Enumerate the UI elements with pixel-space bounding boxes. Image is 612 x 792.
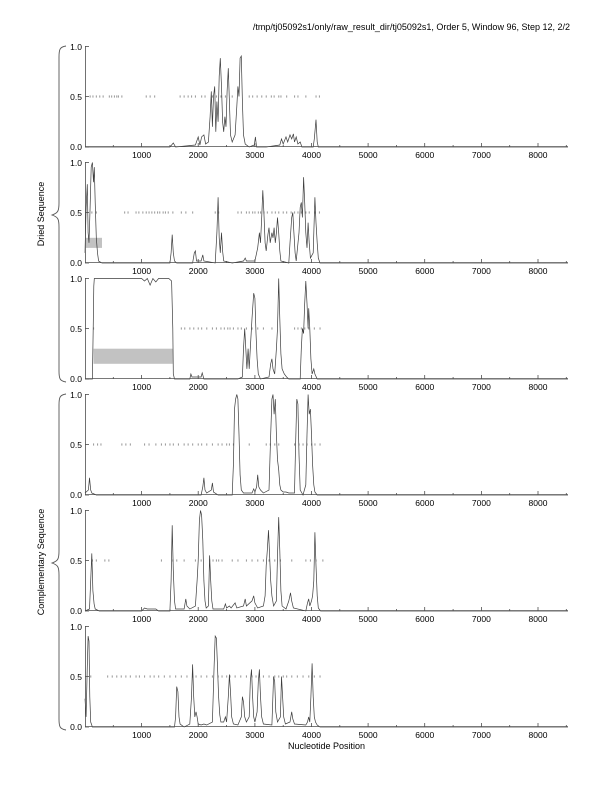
y-tick-label: 0.5 xyxy=(70,439,82,450)
mid-marker xyxy=(125,675,126,677)
y-tick-label: 0.5 xyxy=(70,671,82,682)
mid-marker xyxy=(150,95,151,97)
mid-marker xyxy=(169,443,170,445)
mid-marker xyxy=(93,443,94,445)
y-tick-label: 0.0 xyxy=(70,606,82,616)
mid-marker xyxy=(240,675,241,677)
mid-marker xyxy=(107,675,108,677)
mid-marker xyxy=(294,211,295,213)
mid-marker xyxy=(149,443,150,445)
mid-marker xyxy=(163,211,164,213)
x-tick-label: 3000 xyxy=(245,382,265,392)
mid-marker xyxy=(168,211,169,213)
mid-marker xyxy=(274,95,275,97)
mid-marker xyxy=(316,95,317,97)
signal-line xyxy=(85,395,568,496)
x-tick-label: 1000 xyxy=(132,498,152,508)
mid-marker xyxy=(136,675,137,677)
mid-marker xyxy=(138,211,139,213)
x-tick-label: 4000 xyxy=(302,150,321,160)
mid-marker xyxy=(256,675,257,677)
mid-marker xyxy=(263,675,264,677)
mid-marker xyxy=(294,327,295,329)
mid-marker xyxy=(99,95,100,97)
mid-marker xyxy=(181,675,182,677)
x-tick-label: 8000 xyxy=(528,266,548,276)
mid-marker xyxy=(103,95,104,97)
mid-marker xyxy=(269,559,270,561)
mid-marker xyxy=(192,211,193,213)
mid-marker xyxy=(165,211,166,213)
mid-marker xyxy=(172,211,173,213)
mid-marker xyxy=(267,211,268,213)
mid-marker xyxy=(180,95,181,97)
mid-marker xyxy=(146,211,147,213)
mid-marker xyxy=(212,327,213,329)
x-tick-label: 1000 xyxy=(132,614,152,624)
mid-marker xyxy=(114,95,115,97)
mid-marker xyxy=(235,675,236,677)
mid-marker xyxy=(212,95,213,97)
mid-marker xyxy=(266,95,267,97)
mid-marker xyxy=(181,327,182,329)
mid-marker xyxy=(319,211,320,213)
x-tick-label: 7000 xyxy=(471,614,491,624)
subplot-canvas xyxy=(85,278,568,379)
mid-marker xyxy=(130,675,131,677)
signal-line xyxy=(85,511,568,612)
mid-marker xyxy=(157,211,158,213)
mid-marker xyxy=(305,559,306,561)
mid-marker xyxy=(226,443,227,445)
x-tick-label: 5000 xyxy=(358,382,378,392)
mid-marker xyxy=(125,443,126,445)
x-tick-label: 8000 xyxy=(528,382,548,392)
mid-marker xyxy=(286,211,287,213)
x-tick-label: 5000 xyxy=(358,614,378,624)
mid-marker xyxy=(263,327,264,329)
mid-marker xyxy=(252,559,253,561)
mid-marker xyxy=(278,95,279,97)
mid-marker xyxy=(320,675,321,677)
mid-marker xyxy=(249,443,250,445)
x-tick-label: 6000 xyxy=(415,266,435,276)
x-tick-label: 2000 xyxy=(188,150,208,160)
x-tick-label: 2000 xyxy=(188,730,208,740)
mid-marker xyxy=(212,675,213,677)
mid-marker xyxy=(111,95,112,97)
mid-marker xyxy=(222,675,223,677)
mid-marker xyxy=(275,211,276,213)
subplot-canvas xyxy=(85,162,568,263)
mid-marker xyxy=(278,443,279,445)
mid-marker xyxy=(303,443,304,445)
mid-marker xyxy=(116,675,117,677)
mid-marker xyxy=(314,443,315,445)
mid-marker xyxy=(91,211,92,213)
mid-marker xyxy=(201,95,202,97)
y-tick-label: 1.0 xyxy=(70,273,82,284)
mid-marker xyxy=(320,327,321,329)
mid-marker xyxy=(186,675,187,677)
mid-marker xyxy=(112,675,113,677)
mid-marker xyxy=(158,675,159,677)
mid-marker xyxy=(271,211,272,213)
mid-marker xyxy=(216,559,217,561)
mid-marker xyxy=(246,675,247,677)
mid-marker xyxy=(263,559,264,561)
mid-marker xyxy=(144,443,145,445)
mid-marker xyxy=(283,211,284,213)
mid-marker xyxy=(164,675,165,677)
mid-marker xyxy=(96,211,97,213)
mid-marker xyxy=(124,211,125,213)
mid-marker xyxy=(237,327,238,329)
mid-marker xyxy=(297,95,298,97)
x-tick-label: 8000 xyxy=(528,614,548,624)
mid-marker xyxy=(261,95,262,97)
mid-marker xyxy=(303,675,304,677)
x-tick-label: 6000 xyxy=(415,498,435,508)
subplot-canvas xyxy=(85,626,568,727)
mid-marker xyxy=(237,211,238,213)
mid-marker xyxy=(301,327,302,329)
mid-marker xyxy=(184,443,185,445)
y-tick-label: 1.0 xyxy=(70,41,82,52)
mid-marker xyxy=(212,443,213,445)
mid-marker xyxy=(201,327,202,329)
mid-marker xyxy=(246,327,247,329)
x-tick-label: 3000 xyxy=(245,730,265,740)
mid-marker xyxy=(224,327,225,329)
mid-marker xyxy=(206,327,207,329)
mid-marker xyxy=(249,211,250,213)
mid-marker xyxy=(260,211,261,213)
signal-line xyxy=(85,636,568,727)
mid-marker xyxy=(90,95,91,97)
mid-marker xyxy=(215,211,216,213)
mid-marker xyxy=(181,211,182,213)
mid-marker xyxy=(169,675,170,677)
x-tick-label: 5000 xyxy=(358,498,378,508)
mid-marker xyxy=(280,95,281,97)
mid-marker xyxy=(155,443,156,445)
mid-marker xyxy=(100,443,101,445)
mid-marker xyxy=(154,211,155,213)
mid-marker xyxy=(237,559,238,561)
mid-marker xyxy=(205,95,206,97)
mid-marker xyxy=(230,327,231,329)
mid-marker xyxy=(232,95,233,97)
mid-marker xyxy=(121,675,122,677)
y-tick-label: 0.5 xyxy=(70,323,82,334)
x-tick-label: 7000 xyxy=(471,498,491,508)
mid-marker xyxy=(201,559,202,561)
x-tick-label: 7000 xyxy=(471,266,491,276)
highlight-band xyxy=(86,238,102,248)
mid-marker xyxy=(161,443,162,445)
mid-marker xyxy=(258,211,259,213)
mid-marker xyxy=(206,675,207,677)
mid-marker xyxy=(246,559,247,561)
x-tick-label: 4000 xyxy=(302,266,321,276)
mid-marker xyxy=(218,443,219,445)
mid-marker xyxy=(304,327,305,329)
x-tick-label: 7000 xyxy=(471,382,491,392)
x-tick-label: 6000 xyxy=(415,730,435,740)
mid-marker xyxy=(165,443,166,445)
x-tick-label: 3000 xyxy=(245,498,265,508)
mid-marker xyxy=(90,675,91,677)
y-tick-label: 0.5 xyxy=(70,555,82,566)
subplot-canvas xyxy=(85,46,568,147)
mid-marker xyxy=(274,559,275,561)
y-tick-label: 0.0 xyxy=(70,722,82,732)
mid-marker xyxy=(128,211,129,213)
mid-marker xyxy=(159,211,160,213)
mid-marker xyxy=(257,95,258,97)
mid-marker xyxy=(188,443,189,445)
mid-marker xyxy=(322,559,323,561)
mid-marker xyxy=(191,95,192,97)
mid-marker xyxy=(274,443,275,445)
mid-marker xyxy=(308,675,309,677)
x-tick-label: 5000 xyxy=(358,730,378,740)
y-tick-label: 1.0 xyxy=(70,389,82,400)
mid-marker xyxy=(286,675,287,677)
mid-marker xyxy=(216,327,217,329)
x-tick-label: 8000 xyxy=(528,150,548,160)
mid-marker xyxy=(189,327,190,329)
mid-marker xyxy=(144,675,145,677)
mid-marker xyxy=(139,675,140,677)
group-label-dried: Dried Sequence xyxy=(36,181,46,247)
mid-marker xyxy=(198,327,199,329)
mid-marker xyxy=(222,559,223,561)
mid-marker xyxy=(196,675,197,677)
mid-marker xyxy=(195,559,196,561)
mid-marker xyxy=(294,443,295,445)
mid-marker xyxy=(241,211,242,213)
mid-marker xyxy=(254,211,255,213)
mid-marker xyxy=(252,211,253,213)
x-tick-label: 2000 xyxy=(188,382,208,392)
x-tick-label: 7000 xyxy=(471,730,491,740)
mid-marker xyxy=(233,327,234,329)
mid-marker xyxy=(146,95,147,97)
mid-marker xyxy=(130,443,131,445)
mid-marker xyxy=(118,95,119,97)
mid-marker xyxy=(225,95,226,97)
highlight-band xyxy=(94,349,173,364)
mid-marker xyxy=(257,327,258,329)
x-tick-label: 1000 xyxy=(132,266,152,276)
y-tick-label: 1.0 xyxy=(70,505,82,516)
x-tick-label: 1000 xyxy=(132,730,152,740)
x-tick-label: 8000 xyxy=(528,730,548,740)
mid-marker xyxy=(291,675,292,677)
mid-marker xyxy=(96,559,97,561)
mid-marker xyxy=(229,443,230,445)
mid-marker xyxy=(154,95,155,97)
mid-marker xyxy=(151,211,152,213)
mid-marker xyxy=(291,559,292,561)
y-tick-label: 0.5 xyxy=(70,91,82,102)
mid-marker xyxy=(195,95,196,97)
mid-marker xyxy=(97,443,98,445)
signal-line xyxy=(85,279,568,380)
mid-marker xyxy=(305,95,306,97)
mid-marker xyxy=(222,443,223,445)
mid-marker xyxy=(149,211,150,213)
x-tick-label: 3000 xyxy=(245,614,265,624)
x-tick-label: 4000 xyxy=(302,498,321,508)
mid-marker xyxy=(271,95,272,97)
mid-marker xyxy=(241,327,242,329)
y-tick-label: 0.5 xyxy=(70,207,82,218)
x-tick-label: 6000 xyxy=(415,614,435,624)
x-tick-label: 3000 xyxy=(245,150,265,160)
x-tick-label: 5000 xyxy=(358,150,378,160)
mid-marker xyxy=(297,675,298,677)
mid-marker xyxy=(136,211,137,213)
mid-marker xyxy=(201,675,202,677)
mid-marker xyxy=(310,559,311,561)
x-tick-label: 7000 xyxy=(471,150,491,160)
mid-marker xyxy=(213,559,214,561)
mid-marker xyxy=(271,327,272,329)
mid-marker xyxy=(185,211,186,213)
mid-marker xyxy=(294,95,295,97)
x-tick-label: 4000 xyxy=(302,614,321,624)
x-tick-label: 6000 xyxy=(415,382,435,392)
mid-marker xyxy=(297,327,298,329)
x-tick-label: 5000 xyxy=(358,266,378,276)
mid-marker xyxy=(184,327,185,329)
mid-marker xyxy=(283,675,284,677)
mid-marker xyxy=(175,675,176,677)
mid-marker xyxy=(274,675,275,677)
x-axis-title: Nucleotide Position xyxy=(287,741,366,751)
mid-marker xyxy=(249,95,250,97)
mid-marker xyxy=(286,95,287,97)
mid-marker xyxy=(161,559,162,561)
mid-marker xyxy=(121,95,122,97)
figure-title: /tmp/tj05092s1/only/raw_result_dir/tj05092s1, Order 5, Window 96, Step 12, 2/2 xyxy=(252,22,570,32)
mid-marker xyxy=(104,559,105,561)
mid-marker xyxy=(216,95,217,97)
mid-marker xyxy=(184,95,185,97)
y-tick-label: 1.0 xyxy=(70,621,82,632)
mid-marker xyxy=(192,443,193,445)
mid-marker xyxy=(314,327,315,329)
mid-marker xyxy=(246,211,247,213)
mid-marker xyxy=(173,443,174,445)
mid-marker xyxy=(198,443,199,445)
mid-marker xyxy=(252,95,253,97)
x-tick-label: 4000 xyxy=(302,382,321,392)
group-label-complementary: Complementary Sequence xyxy=(36,508,46,616)
x-tick-label: 2000 xyxy=(188,266,208,276)
mid-marker xyxy=(201,443,202,445)
y-tick-label: 0.0 xyxy=(70,142,82,152)
mid-marker xyxy=(188,95,189,97)
mid-marker xyxy=(184,559,185,561)
mid-marker xyxy=(96,95,97,97)
y-tick-label: 1.0 xyxy=(70,157,82,168)
mid-marker xyxy=(320,443,321,445)
mid-marker xyxy=(176,559,177,561)
mid-marker xyxy=(193,327,194,329)
mid-marker xyxy=(142,211,143,213)
subplot-canvas xyxy=(85,394,568,495)
mid-marker xyxy=(220,327,221,329)
x-tick-label: 3000 xyxy=(245,266,265,276)
mid-marker xyxy=(109,95,110,97)
mid-marker xyxy=(278,675,279,677)
x-tick-label: 6000 xyxy=(415,150,435,160)
signal-line xyxy=(85,56,568,147)
mid-marker xyxy=(92,95,93,97)
subplot-canvas xyxy=(85,510,568,611)
mid-marker xyxy=(206,443,207,445)
mid-marker xyxy=(116,95,117,97)
y-tick-label: 0.0 xyxy=(70,490,82,500)
x-tick-label: 1000 xyxy=(132,150,152,160)
mid-marker xyxy=(314,675,315,677)
x-tick-label: 2000 xyxy=(188,498,208,508)
mid-marker xyxy=(220,95,221,97)
mid-marker xyxy=(278,211,279,213)
x-tick-label: 2000 xyxy=(188,614,208,624)
mid-marker xyxy=(218,559,219,561)
mid-marker xyxy=(269,675,270,677)
mid-marker xyxy=(291,211,292,213)
mid-marker xyxy=(178,443,179,445)
mid-marker xyxy=(297,211,298,213)
mid-marker xyxy=(305,211,306,213)
mid-marker xyxy=(150,675,151,677)
mid-marker xyxy=(232,559,233,561)
x-tick-label: 1000 xyxy=(132,382,152,392)
y-tick-label: 0.0 xyxy=(70,258,82,268)
x-tick-label: 4000 xyxy=(302,730,321,740)
mid-marker xyxy=(319,95,320,97)
x-tick-label: 8000 xyxy=(528,498,548,508)
mid-marker xyxy=(309,211,310,213)
mid-marker xyxy=(226,675,227,677)
mid-marker xyxy=(227,327,228,329)
mid-marker xyxy=(108,559,109,561)
mid-marker xyxy=(154,675,155,677)
y-tick-label: 0.0 xyxy=(70,374,82,384)
mid-marker xyxy=(121,443,122,445)
mid-marker xyxy=(266,443,267,445)
mid-marker xyxy=(257,559,258,561)
